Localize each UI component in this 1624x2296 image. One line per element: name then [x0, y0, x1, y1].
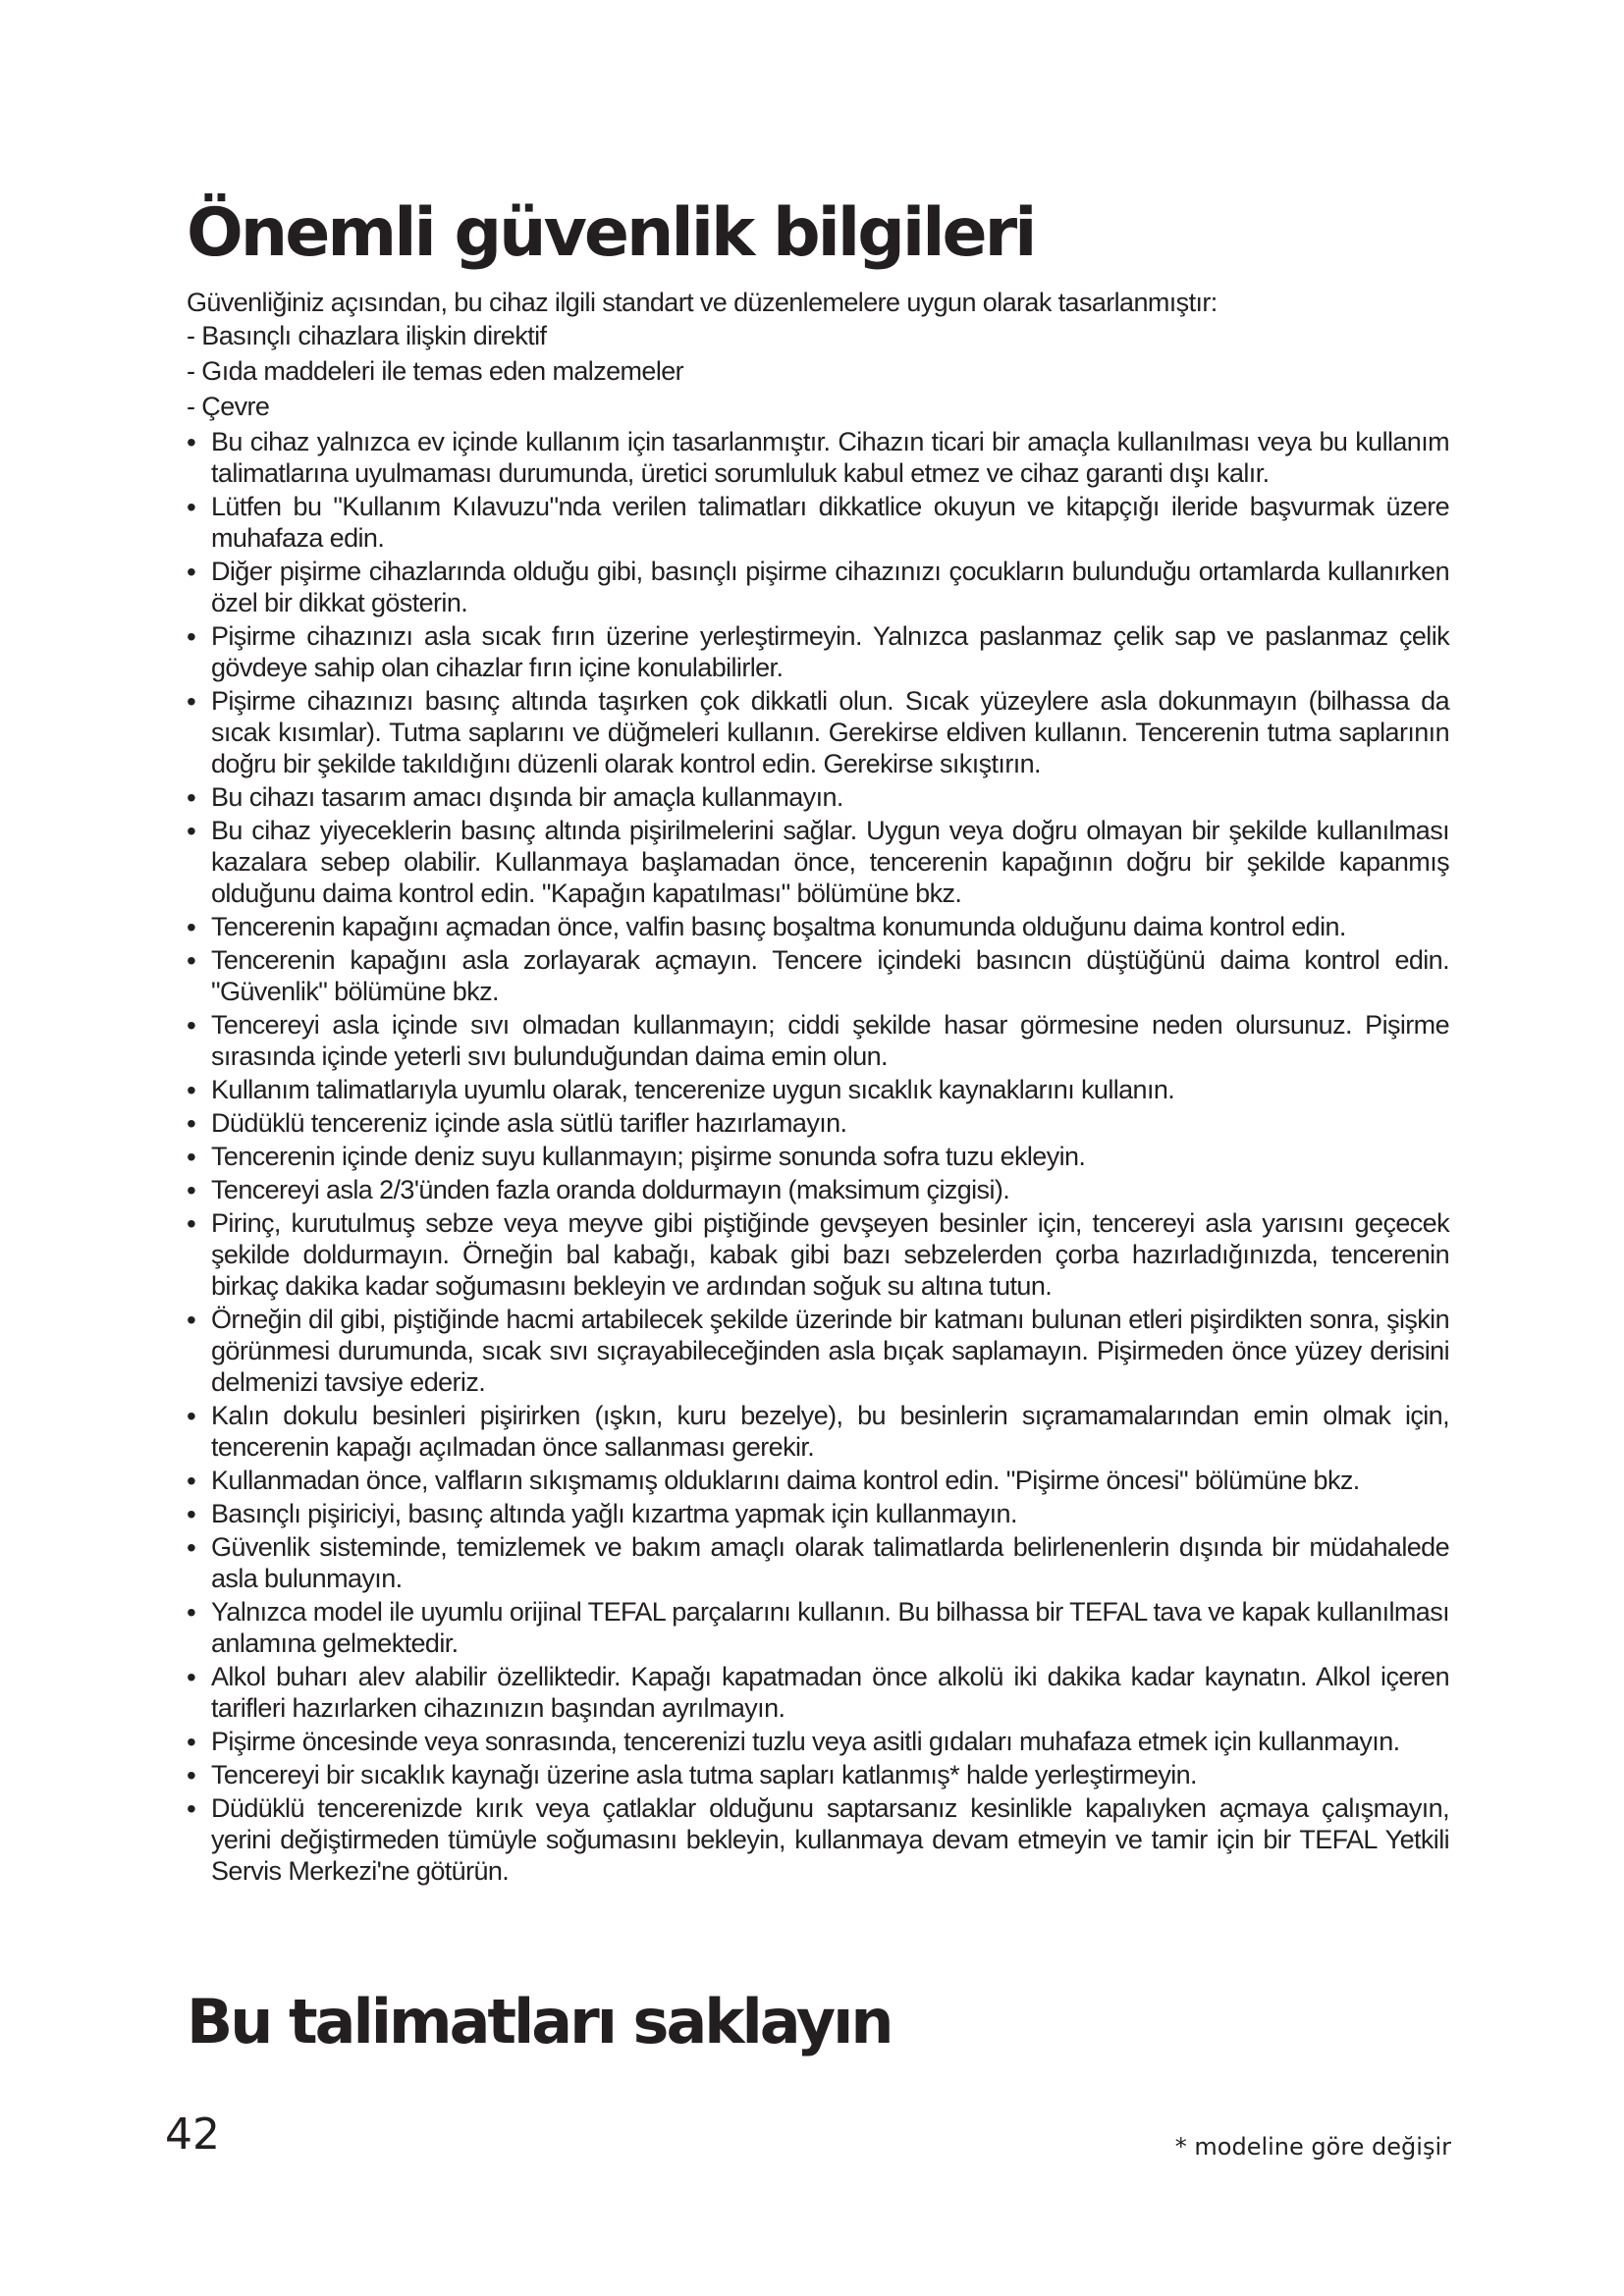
safety-bullet: • Kullanmadan önce, valfların sıkışmamış olduklarını daima kontrol edin. "Pişirme öncesi" bölümüne bkz. [187, 1465, 1449, 1496]
safety-bullet: • Basınçlı pişiriciyi, basınç altında yağlı kızartma yapmak için kullanmayın. [187, 1498, 1449, 1529]
safety-bullet: • Pişirme öncesinde veya sonrasında, tencerenizi tuzlu veya asitli gıdaları muhafaza etmek için kullanmayın. [187, 1726, 1449, 1757]
safety-bullet: • Pişirme cihazınızı basınç altında taşırken çok dikkatli olun. Sıcak yüzeylere asla dokunmayın (bilhassa da sıcak kısımlar). Tutma saplarını ve düğmeleri kullanın. Gerekirse eldiven kullanın. Tencerenin tutma saplarının doğru bir şekilde takıldığını düzenli olarak kontrol edin. Gerekirse sıkıştırın. [187, 685, 1449, 779]
safety-bullet: • Kalın dokulu besinleri pişirirken (ışkın, kuru bezelye), bu besinlerin sıçramamalarından emin olmak için, tencerenin kapağı açılmadan önce sallanması gerekir. [187, 1400, 1449, 1463]
page-title: Önemli güvenlik bilgileri [187, 194, 1035, 272]
safety-bullet: • Tencerenin kapağını açmadan önce, valfin basınç boşaltma konumunda olduğunu daima kontrol edin. [187, 911, 1449, 942]
safety-bullet: • Güvenlik sisteminde, temizlemek ve bakım amaçlı olarak talimatlarda belirlenenlerin dışında bir müdahalede asla bulunmayın. [187, 1531, 1449, 1594]
safety-bullet: • Alkol buharı alev alabilir özelliktedir. Kapağı kapatmadan önce alkolü iki dakika kadar kaynatın. Alkol içeren tarifleri hazırlarken cihazınızın başından ayrılmayın. [187, 1661, 1449, 1724]
safety-bullet: • Düdüklü tencerenizde kırık veya çatlaklar olduğunu saptarsanız kesinlikle kapalıyken açmaya çalışmayın, yerini değiştirmeden tümüyle soğumasını bekleyin, kullanmaya devam etmeyin ve tamir için bir TEFAL Yetkili Servis Merkezi'ne götürün. [187, 1792, 1449, 1887]
safety-content [187, 287, 1449, 1889]
safety-bullet: • Tencerenin kapağını asla zorlayarak açmayın. Tencere içindeki basıncın düştüğünü daima kontrol edin. "Güvenlik" bölümüne bkz. [187, 944, 1449, 1007]
safety-bullet: • Yalnızca model ile uyumlu orijinal TEFAL parçalarını kullanın. Bu bilhassa bir TEFAL tava ve kapak kullanılması anlamına gelmektedir. [187, 1596, 1449, 1659]
safety-bullet: • Tencereyi asla 2/3'ünden fazla oranda doldurmayın (maksimum çizgisi). [187, 1174, 1449, 1205]
safety-bullet: • Bu cihaz yiyeceklerin basınç altında pişirilmelerini sağlar. Uygun veya doğru olmayan bir şekilde kullanılması kazalara sebep olabilir. Kullanmaya başlamadan önce, tencerenin kapağının doğru bir şekilde kapanmış olduğunu daima kontrol edin. "Kapağın kapatılması" bölümüne bkz. [187, 815, 1449, 909]
directive-list [187, 320, 1449, 422]
safety-bullet: • Tencereyi asla içinde sıvı olmadan kullanmayın; ciddi şekilde hasar görmesine neden olursunuz. Pişirme sırasında içinde yeterli sıvı bulunduğundan daima emin olun. [187, 1009, 1449, 1072]
intro-text: Güvenliğiniz açısından, bu cihaz ilgili standart ve düzenlemelere uygun olarak tasarlanmıştır: [187, 288, 1218, 317]
safety-bullet: • Kullanım talimatlarıyla uyumlu olarak, tencerenize uygun sıcaklık kaynaklarını kullanın. [187, 1074, 1449, 1105]
directive-item: - Gıda maddeleri ile temas eden malzemeler [187, 356, 684, 386]
safety-bullet-list [187, 426, 1449, 1887]
model-footnote: * modeline göre değişir [1174, 2133, 1451, 2161]
save-instructions-title: Bu talimatları saklayın [187, 1986, 892, 2057]
safety-bullet: • Lütfen bu "Kullanım Kılavuzu"nda verilen talimatları dikkatlice okuyun ve kitapçığı ileride başvurmak üzere muhafaza edin. [187, 491, 1449, 554]
safety-bullet: • Pirinç, kurutulmuş sebze veya meyve gibi piştiğinde gevşeyen besinler için, tencereyi asla yarısını geçecek şekilde doldurmayın. Örneğin bal kabağı, kabak gibi bazı sebzelerden çorba hazırladığınızda, tencerenin birkaç dakika kadar soğumasını bekleyin ve ardından soğuk su altına tutun. [187, 1207, 1449, 1302]
safety-bullet: • Pişirme cihazınızı asla sıcak fırın üzerine yerleştirmeyin. Yalnızca paslanmaz çelik sap ve paslanmaz çelik gövdeye sahip olan cihazlar fırın içine konulabilirler. [187, 620, 1449, 683]
safety-bullet: • Diğer pişirme cihazlarında olduğu gibi, basınçlı pişirme cihazınızı çocukların bulunduğu ortamlarda kullanırken özel bir dikkat gösterin. [187, 556, 1449, 618]
directive-item: - Çevre [187, 392, 270, 421]
directive-item: - Basınçlı cihazlara ilişkin direktif [187, 321, 547, 350]
safety-bullet: • Örneğin dil gibi, piştiğinde hacmi artabilecek şekilde üzerinde bir katmanı bulunan etleri pişirdikten sonra, şişkin görünmesi durumunda, sıcak sıvı sıçrayabileceğinden asla bıçak saplamayın. Pişirmeden önce yüzey derisini delmenizi tavsiye ederiz. [187, 1304, 1449, 1398]
safety-bullet: • Tencereyi bir sıcaklık kaynağı üzerine asla tutma sapları katlanmış* halde yerleştirmeyin. [187, 1759, 1449, 1790]
safety-bullet: • Bu cihaz yalnızca ev içinde kullanım için tasarlanmıştır. Cihazın ticari bir amaçla kullanılması veya bu kullanım talimatlarına uyulmaması durumunda, üretici sorumluluk kabul etmez ve cihaz garanti dışı kalır. [187, 426, 1449, 489]
safety-bullet: • Düdüklü tencereniz içinde asla sütlü tarifler hazırlamayın. [187, 1107, 1449, 1139]
page-number: 42 [165, 2109, 220, 2160]
safety-bullet: • Tencerenin içinde deniz suyu kullanmayın; pişirme sonunda sofra tuzu ekleyin. [187, 1141, 1449, 1172]
safety-bullet: • Bu cihazı tasarım amacı dışında bir amaçla kullanmayın. [187, 781, 1449, 813]
